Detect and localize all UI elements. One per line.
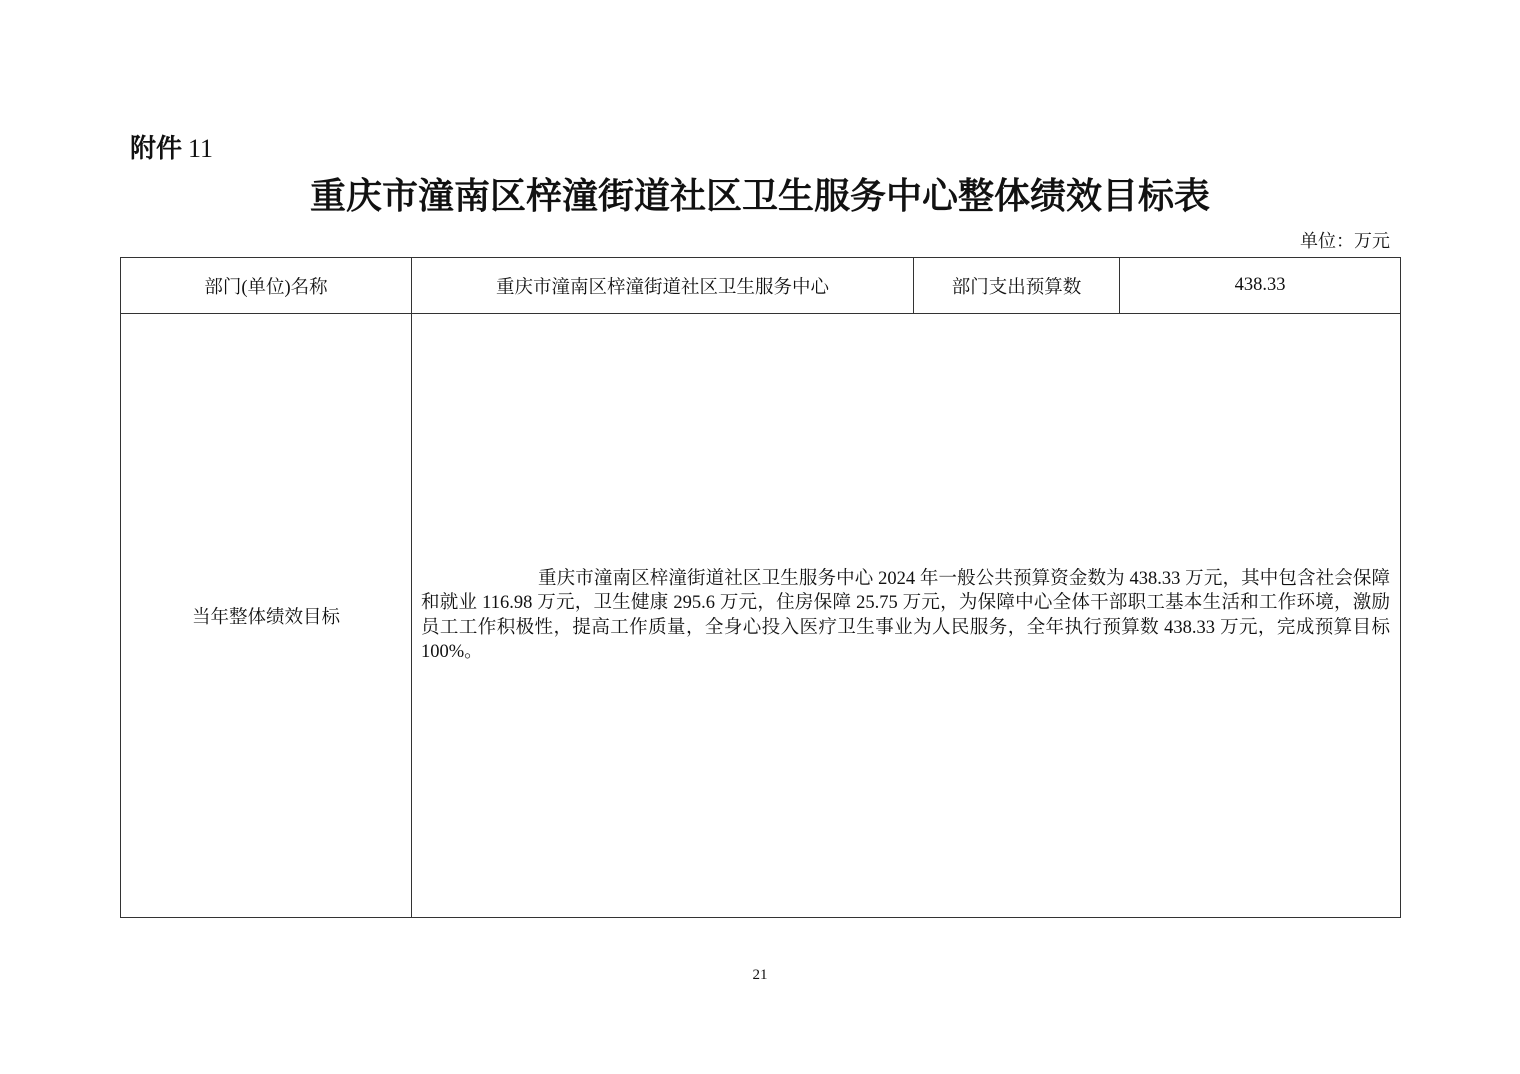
- budget-value: 438.33: [1120, 258, 1401, 314]
- annual-goal-label: 当年整体绩效目标: [121, 314, 412, 918]
- attachment-label: 附件: [130, 134, 183, 164]
- dept-name-label: 部门(单位)名称: [121, 258, 412, 314]
- unit-note: 单位：万元: [1300, 231, 1390, 251]
- page-title: 重庆市潼南区梓潼街道社区卫生服务中心整体绩效目标表: [309, 175, 1210, 217]
- dept-name-value: 重庆市潼南区梓潼街道社区卫生服务中心: [412, 258, 914, 314]
- page-number: 21: [752, 967, 768, 983]
- performance-target-table: [120, 257, 1401, 918]
- attachment-heading: [130, 134, 213, 164]
- table-row: [121, 258, 1401, 314]
- budget-label: 部门支出预算数: [914, 258, 1120, 314]
- attachment-number: 11: [188, 134, 214, 163]
- annual-goal-text: 重庆市潼南区梓潼街道社区卫生服务中心 2024 年一般公共预算资金数为 438.33 万元，其中包含社会保障和就业 116.98 万元，卫生健康 295.6 万元，住房保障 25.75 万元，为保障中心全体干部职工基本生活和工作环境，激励员工工作积极性，提高工作质量，全身心投入医疗卫生事业为人民服务，全年执行预算数 438.33 万元，完成预算目标 100%。: [412, 314, 1401, 918]
- table-row: [121, 314, 1401, 918]
